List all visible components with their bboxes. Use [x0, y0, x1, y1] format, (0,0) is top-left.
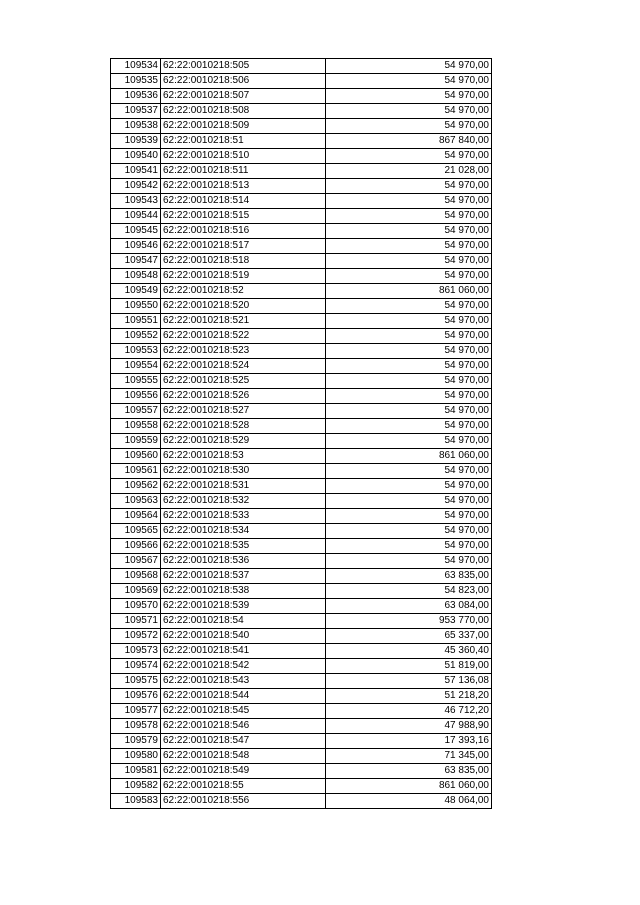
cadastral-value-cell: 54 970,00 [326, 329, 492, 344]
row-id-cell: 109563 [111, 494, 161, 509]
row-id-cell: 109578 [111, 719, 161, 734]
row-id-cell: 109573 [111, 644, 161, 659]
table-row [111, 59, 492, 74]
cadastral-value-cell: 54 970,00 [326, 344, 492, 359]
cadastral-number-cell: 62:22:0010218:537 [161, 569, 326, 584]
cadastral-value-cell: 54 970,00 [326, 119, 492, 134]
table-row [111, 689, 492, 704]
row-id-cell: 109577 [111, 704, 161, 719]
cadastral-number-cell: 62:22:0010218:508 [161, 104, 326, 119]
cadastral-value-cell: 51 819,00 [326, 659, 492, 674]
row-id-cell: 109581 [111, 764, 161, 779]
table-row [111, 674, 492, 689]
cadastral-number-cell: 62:22:0010218:55 [161, 779, 326, 794]
row-id-cell: 109561 [111, 464, 161, 479]
row-id-cell: 109534 [111, 59, 161, 74]
table-row [111, 719, 492, 734]
cadastral-number-cell: 62:22:0010218:541 [161, 644, 326, 659]
row-id-cell: 109552 [111, 329, 161, 344]
cadastral-number-cell: 62:22:0010218:548 [161, 749, 326, 764]
cadastral-value-cell: 54 970,00 [326, 359, 492, 374]
cadastral-number-cell: 62:22:0010218:529 [161, 434, 326, 449]
table-row [111, 614, 492, 629]
row-id-cell: 109536 [111, 89, 161, 104]
table-row [111, 374, 492, 389]
cadastral-number-cell: 62:22:0010218:547 [161, 734, 326, 749]
cadastral-value-cell: 71 345,00 [326, 749, 492, 764]
cadastral-number-cell: 62:22:0010218:52 [161, 284, 326, 299]
table-row [111, 629, 492, 644]
cadastral-value-cell: 46 712,20 [326, 704, 492, 719]
cadastral-value-cell: 48 064,00 [326, 794, 492, 809]
cadastral-value-cell: 57 136,08 [326, 674, 492, 689]
table-row [111, 164, 492, 179]
table-row [111, 449, 492, 464]
cadastral-value-cell: 54 823,00 [326, 584, 492, 599]
cadastral-number-cell: 62:22:0010218:539 [161, 599, 326, 614]
row-id-cell: 109555 [111, 374, 161, 389]
table-row [111, 434, 492, 449]
row-id-cell: 109554 [111, 359, 161, 374]
row-id-cell: 109562 [111, 479, 161, 494]
row-id-cell: 109565 [111, 524, 161, 539]
cadastral-value-cell: 17 393,16 [326, 734, 492, 749]
table-row [111, 149, 492, 164]
cadastral-value-cell: 54 970,00 [326, 59, 492, 74]
cadastral-value-cell: 54 970,00 [326, 194, 492, 209]
cadastral-value-cell: 54 970,00 [326, 299, 492, 314]
cadastral-number-cell: 62:22:0010218:532 [161, 494, 326, 509]
cadastral-value-cell: 861 060,00 [326, 779, 492, 794]
cadastral-value-cell: 54 970,00 [326, 479, 492, 494]
table-row [111, 644, 492, 659]
cadastral-number-cell: 62:22:0010218:521 [161, 314, 326, 329]
table-row [111, 74, 492, 89]
row-id-cell: 109567 [111, 554, 161, 569]
row-id-cell: 109560 [111, 449, 161, 464]
cadastral-number-cell: 62:22:0010218:523 [161, 344, 326, 359]
table-row [111, 734, 492, 749]
cadastral-number-cell: 62:22:0010218:544 [161, 689, 326, 704]
cadastral-number-cell: 62:22:0010218:549 [161, 764, 326, 779]
row-id-cell: 109537 [111, 104, 161, 119]
table-row [111, 599, 492, 614]
cadastral-value-cell: 21 028,00 [326, 164, 492, 179]
row-id-cell: 109553 [111, 344, 161, 359]
table-row [111, 89, 492, 104]
table-row [111, 104, 492, 119]
row-id-cell: 109580 [111, 749, 161, 764]
cadastral-value-cell: 953 770,00 [326, 614, 492, 629]
cadastral-value-cell: 54 970,00 [326, 434, 492, 449]
row-id-cell: 109559 [111, 434, 161, 449]
row-id-cell: 109535 [111, 74, 161, 89]
cadastral-number-cell: 62:22:0010218:516 [161, 224, 326, 239]
cadastral-number-cell: 62:22:0010218:556 [161, 794, 326, 809]
cadastral-value-cell: 65 337,00 [326, 629, 492, 644]
table-row [111, 464, 492, 479]
row-id-cell: 109543 [111, 194, 161, 209]
cadastral-value-cell: 54 970,00 [326, 104, 492, 119]
cadastral-number-cell: 62:22:0010218:511 [161, 164, 326, 179]
table-row [111, 224, 492, 239]
table-row [111, 764, 492, 779]
row-id-cell: 109538 [111, 119, 161, 134]
cadastral-value-cell: 861 060,00 [326, 449, 492, 464]
cadastral-value-cell: 54 970,00 [326, 209, 492, 224]
table-row [111, 284, 492, 299]
cadastral-number-cell: 62:22:0010218:515 [161, 209, 326, 224]
row-id-cell: 109571 [111, 614, 161, 629]
cadastral-value-cell: 54 970,00 [326, 554, 492, 569]
row-id-cell: 109576 [111, 689, 161, 704]
row-id-cell: 109572 [111, 629, 161, 644]
row-id-cell: 109551 [111, 314, 161, 329]
table-row [111, 704, 492, 719]
cadastral-value-cell: 63 084,00 [326, 599, 492, 614]
cadastral-number-cell: 62:22:0010218:540 [161, 629, 326, 644]
cadastral-value-cell: 51 218,20 [326, 689, 492, 704]
table-row [111, 134, 492, 149]
row-id-cell: 109570 [111, 599, 161, 614]
table-row [111, 569, 492, 584]
cadastral-number-cell: 62:22:0010218:519 [161, 269, 326, 284]
cadastral-value-table [110, 58, 492, 809]
cadastral-value-cell: 54 970,00 [326, 419, 492, 434]
row-id-cell: 109539 [111, 134, 161, 149]
cadastral-number-cell: 62:22:0010218:536 [161, 554, 326, 569]
row-id-cell: 109546 [111, 239, 161, 254]
cadastral-number-cell: 62:22:0010218:505 [161, 59, 326, 74]
row-id-cell: 109582 [111, 779, 161, 794]
table-row [111, 269, 492, 284]
row-id-cell: 109558 [111, 419, 161, 434]
cadastral-value-cell: 63 835,00 [326, 569, 492, 584]
cadastral-value-cell: 45 360,40 [326, 644, 492, 659]
table-row [111, 344, 492, 359]
table-row [111, 239, 492, 254]
cadastral-number-cell: 62:22:0010218:514 [161, 194, 326, 209]
cadastral-number-cell: 62:22:0010218:545 [161, 704, 326, 719]
cadastral-value-cell: 54 970,00 [326, 389, 492, 404]
cadastral-number-cell: 62:22:0010218:524 [161, 359, 326, 374]
row-id-cell: 109544 [111, 209, 161, 224]
cadastral-value-cell: 54 970,00 [326, 314, 492, 329]
cadastral-number-cell: 62:22:0010218:527 [161, 404, 326, 419]
table-row [111, 794, 492, 809]
row-id-cell: 109547 [111, 254, 161, 269]
table-row [111, 539, 492, 554]
row-id-cell: 109557 [111, 404, 161, 419]
table-row [111, 179, 492, 194]
cadastral-number-cell: 62:22:0010218:509 [161, 119, 326, 134]
table-row [111, 584, 492, 599]
cadastral-number-cell: 62:22:0010218:518 [161, 254, 326, 269]
table-row [111, 389, 492, 404]
cadastral-number-cell: 62:22:0010218:53 [161, 449, 326, 464]
row-id-cell: 109579 [111, 734, 161, 749]
cadastral-value-cell: 54 970,00 [326, 464, 492, 479]
row-id-cell: 109542 [111, 179, 161, 194]
cadastral-number-cell: 62:22:0010218:538 [161, 584, 326, 599]
table-row [111, 404, 492, 419]
cadastral-value-cell: 867 840,00 [326, 134, 492, 149]
cadastral-value-cell: 54 970,00 [326, 74, 492, 89]
table-row [111, 299, 492, 314]
cadastral-number-cell: 62:22:0010218:533 [161, 509, 326, 524]
cadastral-number-cell: 62:22:0010218:517 [161, 239, 326, 254]
table-row [111, 359, 492, 374]
table-row [111, 494, 492, 509]
row-id-cell: 109566 [111, 539, 161, 554]
cadastral-value-cell: 54 970,00 [326, 224, 492, 239]
table-body [111, 59, 492, 809]
cadastral-value-cell: 54 970,00 [326, 494, 492, 509]
cadastral-value-cell: 54 970,00 [326, 509, 492, 524]
cadastral-value-cell: 54 970,00 [326, 404, 492, 419]
row-id-cell: 109569 [111, 584, 161, 599]
row-id-cell: 109550 [111, 299, 161, 314]
table-row [111, 479, 492, 494]
row-id-cell: 109545 [111, 224, 161, 239]
cadastral-number-cell: 62:22:0010218:510 [161, 149, 326, 164]
table-row [111, 659, 492, 674]
cadastral-number-cell: 62:22:0010218:525 [161, 374, 326, 389]
cadastral-value-cell: 54 970,00 [326, 269, 492, 284]
table-row [111, 314, 492, 329]
row-id-cell: 109549 [111, 284, 161, 299]
cadastral-number-cell: 62:22:0010218:546 [161, 719, 326, 734]
table-row [111, 329, 492, 344]
cadastral-number-cell: 62:22:0010218:520 [161, 299, 326, 314]
table-row [111, 419, 492, 434]
cadastral-number-cell: 62:22:0010218:507 [161, 89, 326, 104]
cadastral-value-cell: 54 970,00 [326, 239, 492, 254]
cadastral-value-cell: 63 835,00 [326, 764, 492, 779]
cadastral-number-cell: 62:22:0010218:534 [161, 524, 326, 539]
cadastral-number-cell: 62:22:0010218:543 [161, 674, 326, 689]
table-row [111, 254, 492, 269]
table-row [111, 209, 492, 224]
row-id-cell: 109541 [111, 164, 161, 179]
cadastral-number-cell: 62:22:0010218:54 [161, 614, 326, 629]
cadastral-value-cell: 54 970,00 [326, 374, 492, 389]
cadastral-number-cell: 62:22:0010218:526 [161, 389, 326, 404]
row-id-cell: 109575 [111, 674, 161, 689]
cadastral-value-cell: 47 988,90 [326, 719, 492, 734]
cadastral-value-cell: 861 060,00 [326, 284, 492, 299]
row-id-cell: 109540 [111, 149, 161, 164]
cadastral-number-cell: 62:22:0010218:522 [161, 329, 326, 344]
cadastral-value-cell: 54 970,00 [326, 179, 492, 194]
cadastral-number-cell: 62:22:0010218:531 [161, 479, 326, 494]
table-row [111, 194, 492, 209]
row-id-cell: 109574 [111, 659, 161, 674]
table-row [111, 524, 492, 539]
cadastral-value-cell: 54 970,00 [326, 254, 492, 269]
cadastral-value-cell: 54 970,00 [326, 89, 492, 104]
cadastral-number-cell: 62:22:0010218:513 [161, 179, 326, 194]
table-row [111, 554, 492, 569]
table-row [111, 119, 492, 134]
table-row [111, 779, 492, 794]
cadastral-number-cell: 62:22:0010218:506 [161, 74, 326, 89]
cadastral-number-cell: 62:22:0010218:51 [161, 134, 326, 149]
table-row [111, 749, 492, 764]
table-row [111, 509, 492, 524]
row-id-cell: 109583 [111, 794, 161, 809]
cadastral-number-cell: 62:22:0010218:535 [161, 539, 326, 554]
cadastral-value-cell: 54 970,00 [326, 524, 492, 539]
cadastral-number-cell: 62:22:0010218:542 [161, 659, 326, 674]
row-id-cell: 109568 [111, 569, 161, 584]
cadastral-number-cell: 62:22:0010218:530 [161, 464, 326, 479]
cadastral-value-cell: 54 970,00 [326, 539, 492, 554]
row-id-cell: 109564 [111, 509, 161, 524]
row-id-cell: 109548 [111, 269, 161, 284]
cadastral-number-cell: 62:22:0010218:528 [161, 419, 326, 434]
cadastral-value-cell: 54 970,00 [326, 149, 492, 164]
row-id-cell: 109556 [111, 389, 161, 404]
